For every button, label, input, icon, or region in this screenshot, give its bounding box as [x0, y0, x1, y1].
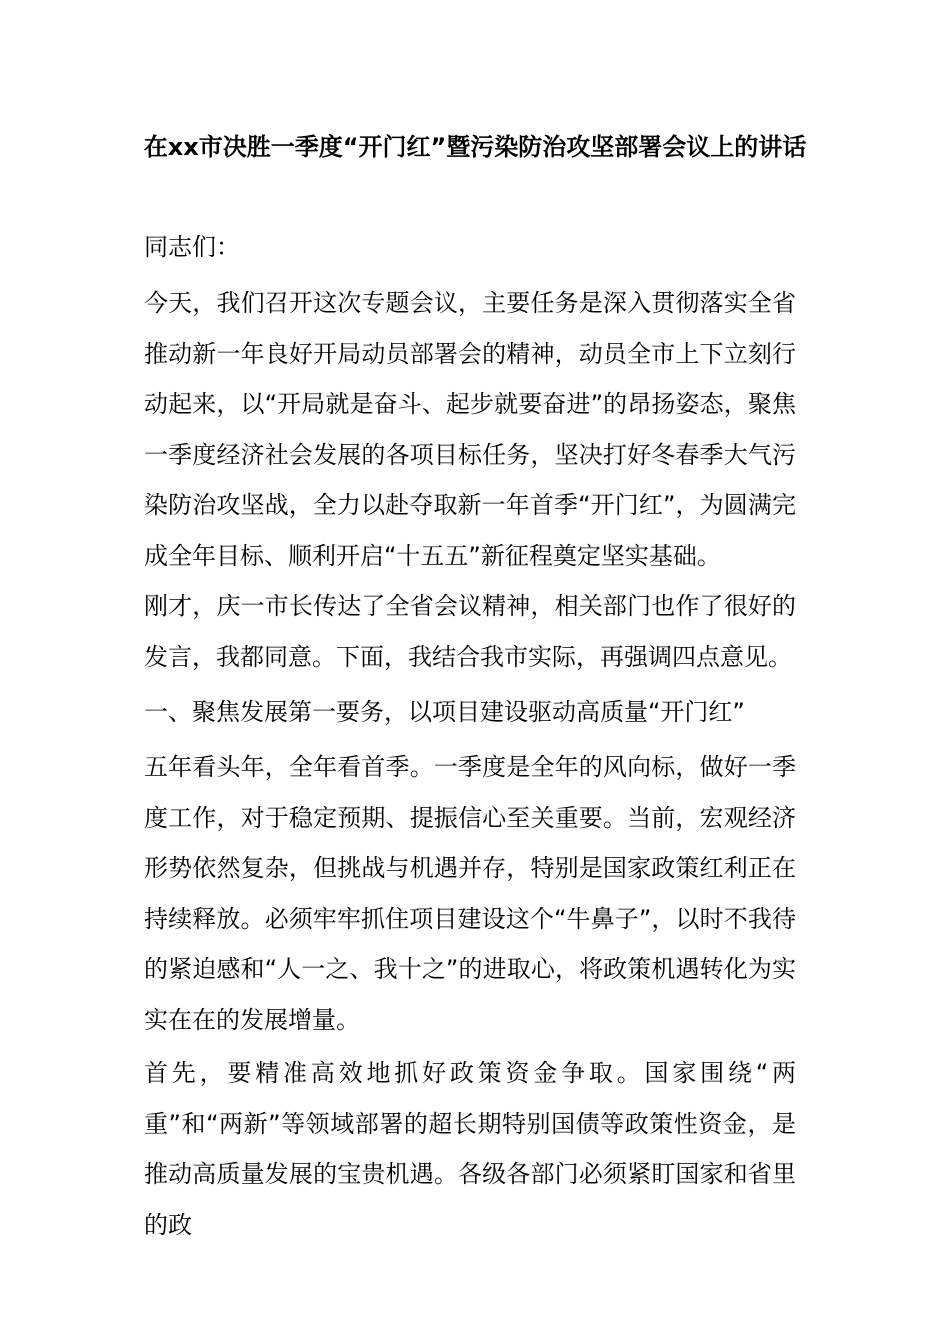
section-1-paragraph: 五年看头年，全年看首季。一季度是全年的风向标，做好一季度工作，对于稳定预期、提振信心至关重要。当前，宏观经济形势依然复杂，但挑战与机遇并存，特别是国家政策红利正在持续释放。必须牢牢抓住项目建设这个“牛鼻子”，以时不我待的紧迫感和“人一之、我十之”的进取心，将政策机遇转化为实实在在的发展增量。: [144, 753, 796, 1034]
section-1-paragraph: 首先，要精准高效地抓好政策资金争取。国家围绕“两重”和“两新”等领域部署的超长期特别国债等政策性资金，是推动高质量发展的宝贵机遇。各级各部门必须紧盯国家和省里的政: [144, 1059, 796, 1239]
paragraph-opening: 今天，我们召开这次专题会议，主要任务是深入贯彻落实全省推动新一年良好开局动员部署会的精神，动员全市上下立刻行动起来，以“开局就是奋斗、起步就要奋进”的昂扬姿态，聚焦一季度经济社会发展的各项目标任务，坚决打好冬春季大气污染防治攻坚战，全力以赴夺取新一年首季“开门红”，为圆满完成全年目标、顺利开启“十五五”新征程奠定坚实基础。: [144, 289, 796, 570]
paragraph-remarks: 刚才，庆一市长传达了全省会议精神，相关部门也作了很好的发言，我都同意。下面，我结合我市实际，再强调四点意见。: [144, 592, 796, 671]
greeting: 同志们：: [144, 233, 240, 261]
section-heading-1: 一、聚焦发展第一要务，以项目建设驱动高质量“开门红”: [144, 698, 745, 726]
document-title: 在xx市决胜一季度“开门红”暨污染防治攻坚部署会议上的讲话: [143, 133, 807, 161]
